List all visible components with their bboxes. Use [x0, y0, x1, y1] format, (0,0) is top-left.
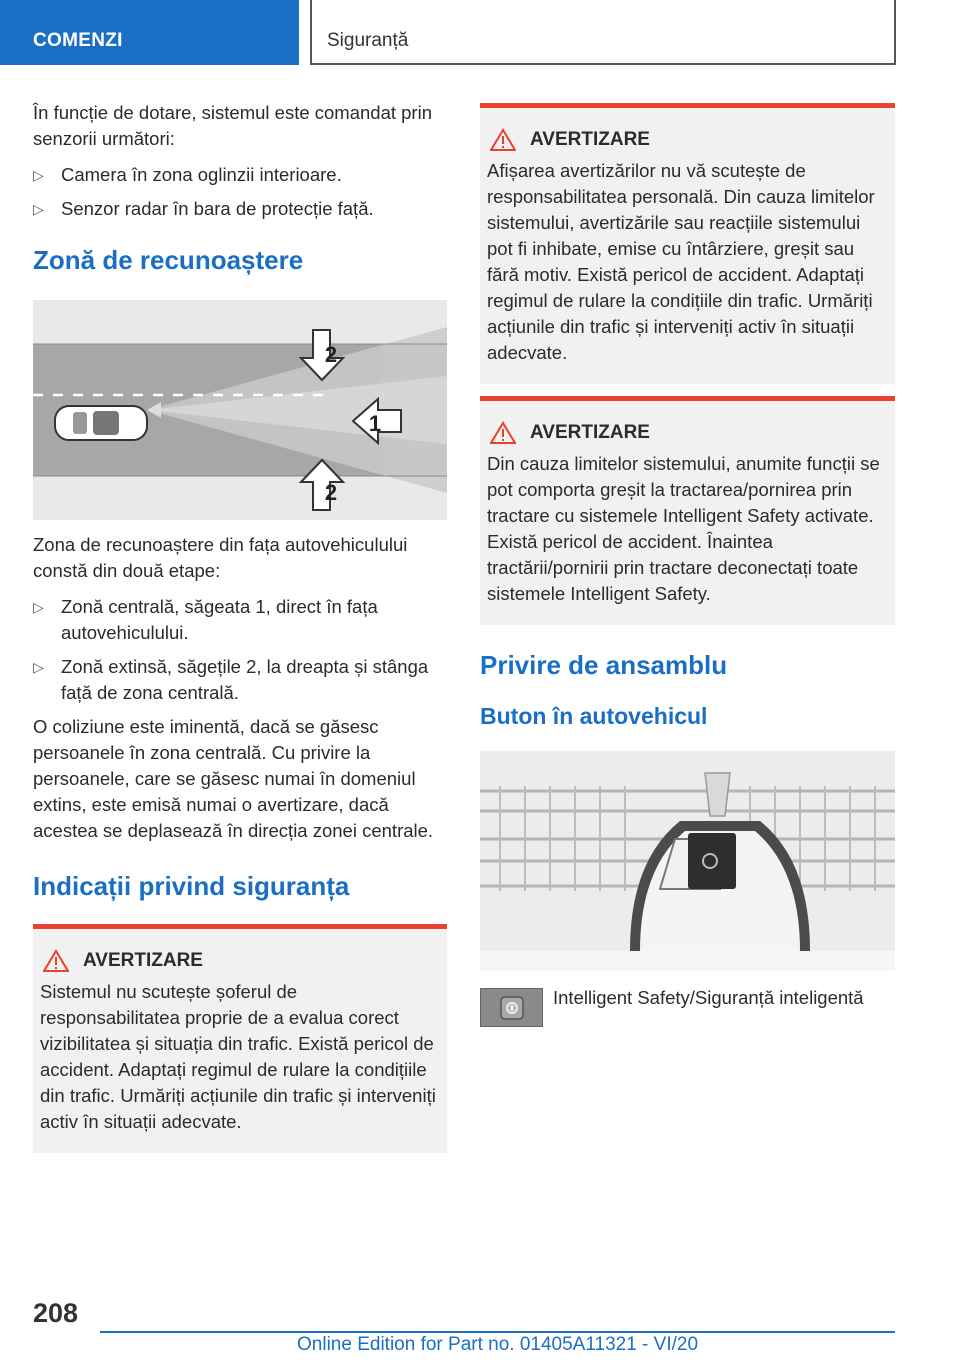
warning-text: Din cauza limitelor sistemului, anumite funcții se pot comporta greșit la tractarea/pornirea prin tractare cu sistemele Intelligent Safety activate. Există pericol de accident. Înaintea tractării/pornirii prin tractare deconectați toate sistemele Intelligent Safety. — [487, 453, 880, 604]
bullet-triangle-icon: ▷ — [33, 659, 44, 675]
chapter-title: Siguranță — [327, 30, 409, 51]
zone-description: Zona de recunoaștere din fața autovehiculului constă din două etape: — [33, 534, 408, 581]
section-title: COMENZI — [33, 30, 123, 51]
dashboard-button-illustration — [480, 751, 895, 971]
warning-title: AVERTIZARE — [487, 421, 888, 445]
warning-title: AVERTIZARE — [40, 949, 440, 973]
bullet-triangle-icon: ▷ — [33, 167, 44, 183]
recognition-zone-diagram — [33, 300, 447, 520]
warning-text: Afișarea avertizărilor nu vă scutește de responsabilitatea personală. Din cauza limitelor sistemului, avertizările sau reacțiile sistemului pot fi inhibate, emise cu întârziere, greșit sau fără motiv. Există pericol de accident. Adaptați regimul de rulare la condițiile din trafic. Urmăriți acțiunile din trafic și interveniți activ în situații adecvate. — [487, 160, 875, 363]
warning-box-left — [33, 924, 447, 1153]
warning-box-right-1 — [480, 103, 895, 384]
button-legend-row — [480, 988, 895, 1027]
footer-divider — [100, 1331, 895, 1333]
section-tab[interactable] — [0, 0, 299, 65]
left-column — [33, 100, 447, 1153]
button-caption: Intelligent Safety/Siguranță inteligentă — [553, 987, 864, 1008]
warning-box-right-2 — [480, 396, 895, 625]
button-photo — [480, 751, 895, 971]
intelligent-safety-button-icon — [688, 833, 736, 889]
warning-title: AVERTIZARE — [487, 128, 888, 152]
button-heading: Buton în autovehicul — [480, 703, 708, 729]
page-number: 208 — [33, 1298, 79, 1328]
collision-paragraph: O coliziune este iminentă, dacă se găsesc persoanele în zona centrală. Cu privire la persoanele, care se găsesc numai în domeniul extins, este emisă numai o avertizare, dacă acestea se deplasează în direcția zonei centrale. — [33, 716, 434, 841]
warning-triangle-icon — [490, 128, 516, 152]
overview-heading: Privire de ansamblu — [480, 650, 728, 680]
bullet-triangle-icon: ▷ — [33, 599, 44, 615]
zone-item-extended: ▷ Zonă extinsă, săgețile 2, la dreapta și stânga față de zona centrală. — [33, 656, 429, 703]
intelligent-safety-icon — [499, 995, 525, 1021]
safety-heading: Indicații privind siguranța — [33, 871, 350, 901]
warning-triangle-icon — [43, 949, 69, 973]
zone-item-central: ▷ Zonă centrală, săgeata 1, direct în fața autovehiculului. — [33, 596, 378, 643]
arrow-label-2-bottom: 2 — [324, 480, 338, 505]
right-column — [480, 103, 895, 1027]
recognition-zone-figure — [33, 300, 447, 520]
chapter-header — [310, 0, 896, 65]
arrow-label-1: 1 — [368, 411, 382, 436]
bullet-triangle-icon: ▷ — [33, 201, 44, 217]
sensor-item-2: ▷ Senzor radar în bara de protecție față. — [33, 196, 447, 222]
warning-triangle-icon — [490, 421, 516, 445]
footer-edition: Online Edition for Part no. 01405A11321 - VI/20 — [297, 1334, 699, 1355]
intro-paragraph: În funcție de dotare, sistemul este comandat prin senzorii următori: — [33, 102, 432, 149]
intelligent-safety-button[interactable] — [480, 988, 543, 1027]
arrow-label-2-top: 2 — [324, 342, 338, 367]
warning-text: Sistemul nu scutește șoferul de responsabilitatea proprie de a evalua corect vizibilitatea și situația din trafic. Există pericol de accident. Adaptați regimul de rulare la condițiile din trafic. Urmăriți acțiunile din trafic și interveniți activ în situații adecvate. — [40, 981, 436, 1132]
sensor-item-1: ▷ Camera în zona oglinzii interioare. — [33, 162, 447, 188]
car-icon — [55, 406, 147, 440]
zone-heading: Zonă de recunoaștere — [33, 245, 304, 275]
